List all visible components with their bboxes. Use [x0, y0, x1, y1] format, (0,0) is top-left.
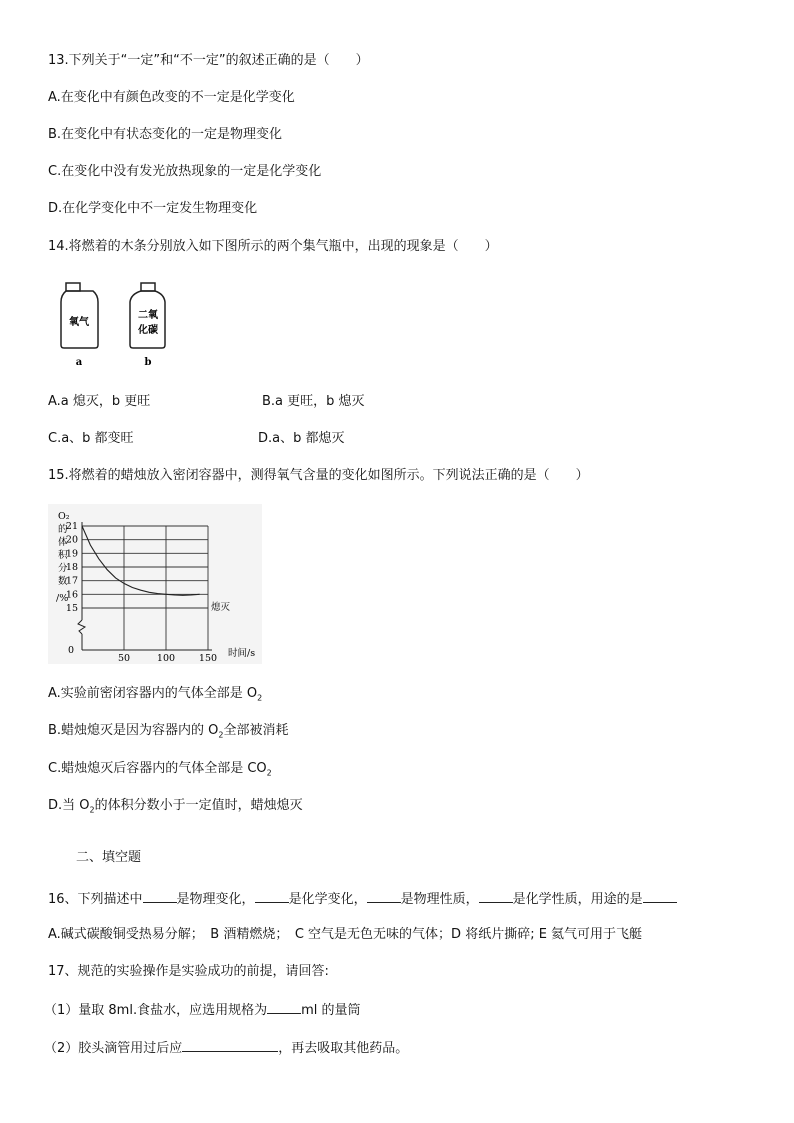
q13-option-a: A.在变化中有颜色改变的不一定是化学变化 — [48, 90, 295, 105]
q17-part-1 — [44, 1000, 361, 1020]
y-tick-label: 18 — [65, 562, 78, 573]
q15-option-b-tail: 全部被消耗 — [223, 723, 289, 738]
y-axis-label-char: 分 — [58, 563, 68, 574]
y-axis-label-char: 体 — [58, 537, 68, 548]
q14-option-d: D.a、b 都熄灭 — [258, 431, 345, 446]
q15-option-b-text: B.蜡烛熄灭是因为容器内的 O — [48, 723, 219, 738]
bottle-b-label-line2: 化碳 — [138, 325, 158, 336]
q16-text-5: 是化学性质，用途的是 — [512, 892, 643, 907]
x-tick-label: 50 — [117, 653, 131, 664]
label-b: b — [144, 357, 152, 368]
answer-blank[interactable] — [255, 889, 289, 903]
q15-option-a — [48, 685, 262, 708]
x-axis-label: 时间/s — [228, 648, 256, 659]
q14-option-b: B.a 更旺，b 熄灭 — [262, 394, 365, 409]
q16-options: A.碱式碳酸铜受热易分解； B 酒精燃烧； C 空气是无色无味的气体；D 将纸片撕碎; E 氦气可用于飞艇 — [48, 927, 643, 942]
gas-bottles-figure — [55, 280, 175, 372]
q17-stem: 17、规范的实验操作是实验成功的前提，请回答: — [48, 964, 329, 979]
q14-option-a: A.a 熄灭，b 更旺 — [48, 394, 151, 409]
q16-text-3: 是化学变化， — [288, 892, 367, 907]
y-axis-label-char: 数 — [58, 576, 68, 587]
q17-part-1-tail: ml 的量筒 — [301, 1003, 361, 1018]
q15-option-d-text: D.当 O — [48, 798, 90, 813]
y-axis-label-char: 积 — [58, 550, 68, 561]
y-axis-label-char: 的 — [58, 524, 68, 535]
y-axis-unit: /% — [56, 593, 69, 604]
q15-option-b — [48, 722, 289, 745]
q15-option-a-sub: 2 — [257, 693, 263, 703]
q15-option-d-tail: 的体积分数小于一定值时，蜡烛熄灭 — [94, 798, 303, 813]
q16-text-1: 16、下列描述中 — [48, 892, 143, 907]
section-title: 二、填空题 — [76, 850, 142, 865]
q14-option-c: C.a、b 都变旺 — [48, 431, 134, 446]
q16-stem — [48, 889, 677, 909]
origin-label: 0 — [67, 645, 74, 656]
answer-blank[interactable] — [182, 1038, 278, 1052]
q15-option-b-sub: 2 — [218, 730, 224, 740]
q13-option-c: C.在变化中没有发光放热现象的一定是化学变化 — [48, 164, 322, 179]
oxygen-chart — [48, 504, 262, 664]
q15-option-d-sub: 2 — [89, 805, 95, 815]
y-tick-label: 21 — [65, 521, 78, 532]
y-axis-label-top: O₂ — [58, 511, 70, 522]
q15-option-c-text: C.蜡烛熄灭后容器内的气体全部是 CO — [48, 761, 267, 776]
q13-stem: 13.下列关于“一定”和“不一定”的叙述正确的是（ ） — [48, 53, 369, 68]
q17-part-2-text: （2）胶头滴管用过后应 — [44, 1041, 183, 1056]
q13-option-b: B.在变化中有状态变化的一定是物理变化 — [48, 127, 283, 142]
y-tick-label: 19 — [65, 548, 78, 560]
q17-part-2 — [44, 1038, 408, 1058]
bottle-a — [61, 283, 98, 348]
q13-option-d: D.在化学变化中不一定发生物理变化 — [48, 201, 258, 216]
y-tick-label: 17 — [65, 575, 78, 587]
q15-option-c-sub: 2 — [266, 768, 272, 778]
bottle-a-label: 氧气 — [69, 317, 89, 328]
y-tick-label: 16 — [65, 589, 78, 601]
q15-option-d — [48, 797, 303, 820]
answer-blank[interactable] — [479, 889, 513, 903]
q17-part-1-text: （1）量取 8ml.食盐水，应选用规格为 — [44, 1003, 268, 1018]
label-a: a — [75, 357, 83, 368]
y-axis-label — [58, 523, 68, 587]
q17-part-2-tail: ，再去吸取其他药品。 — [278, 1041, 409, 1056]
q15-option-a-text: A.实验前密闭容器内的气体全部是 O — [48, 686, 258, 701]
answer-blank[interactable] — [367, 889, 401, 903]
q16-text-4: 是物理性质， — [400, 892, 479, 907]
answer-blank[interactable] — [267, 1000, 301, 1014]
bottle-b-label-line1: 二氧 — [138, 310, 158, 321]
q14-stem: 14.将燃着的木条分别放入如下图所示的两个集气瓶中，出现的现象是（ ） — [48, 239, 498, 254]
answer-blank[interactable] — [643, 889, 677, 903]
q15-stem: 15.将燃着的蜡烛放入密闭容器中，测得氧气含量的变化如图所示。下列说法正确的是（ ） — [48, 468, 589, 483]
answer-blank[interactable] — [143, 889, 177, 903]
q15-option-c — [48, 760, 272, 783]
bottle-b — [130, 283, 165, 348]
y-tick-label: 20 — [65, 534, 78, 546]
q16-text-2: 是物理变化， — [176, 892, 255, 907]
x-tick-label: 100 — [156, 653, 176, 664]
x-tick-label: 150 — [198, 653, 218, 664]
chart-annotation: 熄灭 — [211, 602, 231, 613]
y-tick-label: 15 — [65, 603, 78, 614]
